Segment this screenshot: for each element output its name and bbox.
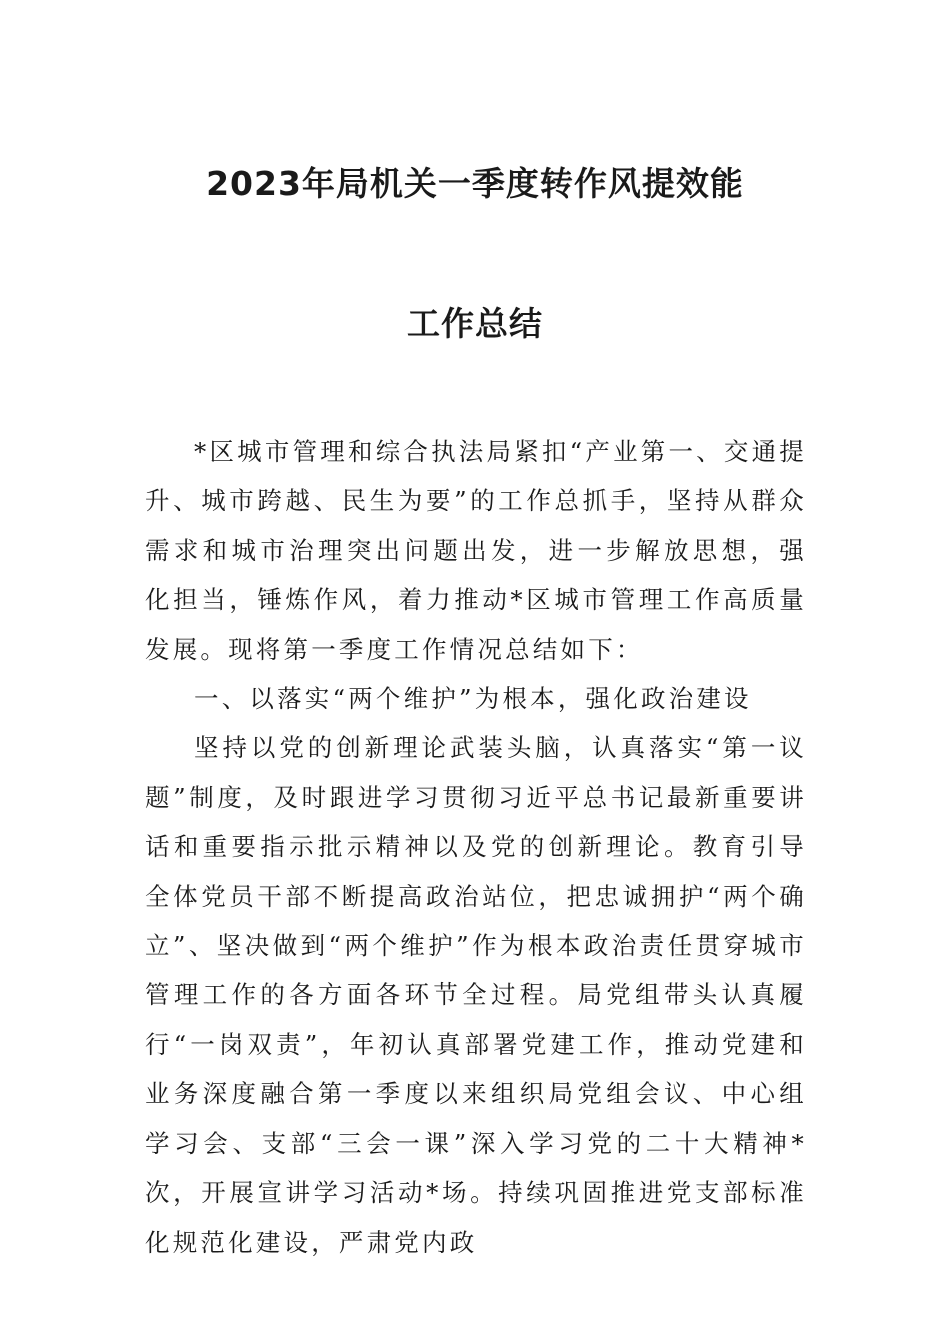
document-title-line-2: 工作总结 — [407, 304, 543, 343]
intro-paragraph: *区城市管理和综合执法局紧扣“产业第一、交通提升、城市跨越、民生为要”的工作总抓手，坚持从群众需求和城市治理突出问题出发，进一步解放思想，强化担当，锤炼作风，着力推动*区城市管理工作高质量发展。现将第一季度工作情况总结如下： — [145, 437, 807, 664]
document-title-line-1: 2023年局机关一季度转作风提效能 — [206, 164, 744, 203]
document-body — [145, 427, 807, 1267]
section-heading-1: 一、以落实“两个维护”为根本，强化政治建设 — [194, 684, 752, 714]
section-1-paragraph: 坚持以党的创新理论武装头脑，认真落实“第一议题”制度，及时跟进学习贯彻习近平总书记最新重要讲话和重要指示批示精神以及党的创新理论。教育引导全体党员干部不断提高政治站位，把忠诚拥护“两个确立”、坚决做到“两个维护”作为根本政治责任贯穿城市管理工作的各方面各环节全过程。局党组带头认真履行“一岗双责”，年初认真部署党建工作，推动党建和业务深度融合第一季度以来组织局党组会议、中心组学习会、支部“三会一课”深入学习党的二十大精神*次，开展宣讲学习活动*场。持续巩固推进党支部标准化规范化建设，严肃党内政 — [145, 733, 807, 1257]
